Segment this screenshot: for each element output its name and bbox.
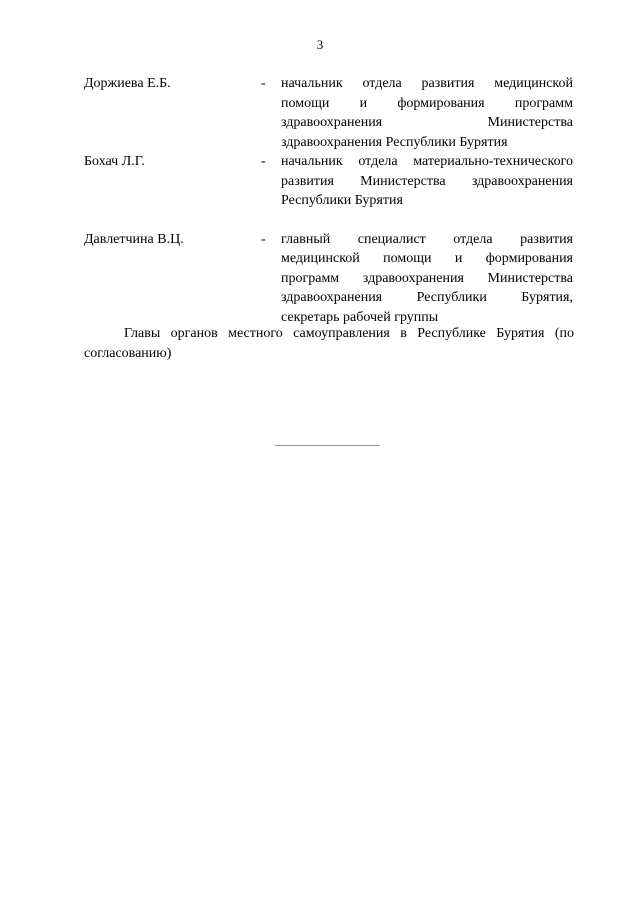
member-dash: - [261,231,266,247]
list-item [84,230,574,328]
member-position: начальник отдела развития медицинской помощи и формирования программ здравоохранения Министерства здравоохранения Республики Бурятия [281,76,573,150]
closing-note: Главы органов местного самоуправления в Республике Бурятия (по согласованию) [84,326,574,361]
row-gap [84,211,574,230]
page-number: 3 [316,37,324,52]
member-list [84,74,574,327]
member-position: главный специалист отдела развития медицинской помощи и формирования программ здравоохранения Министерства здравоохранения Республики Бурятия, секретарь рабочей группы [281,231,573,325]
list-item [84,152,574,211]
member-name: Бохач Л.Г. [84,154,145,169]
member-name: Доржиева Е.Б. [84,76,171,91]
member-dash: - [261,154,266,169]
list-item [84,74,574,152]
member-name: Давлетчина В.Ц. [84,231,184,247]
member-position: начальник отдела материально-технического развития Министерства здравоохранения Республики Бурятия [281,154,573,208]
separator-line [275,445,380,446]
member-dash: - [261,76,266,91]
